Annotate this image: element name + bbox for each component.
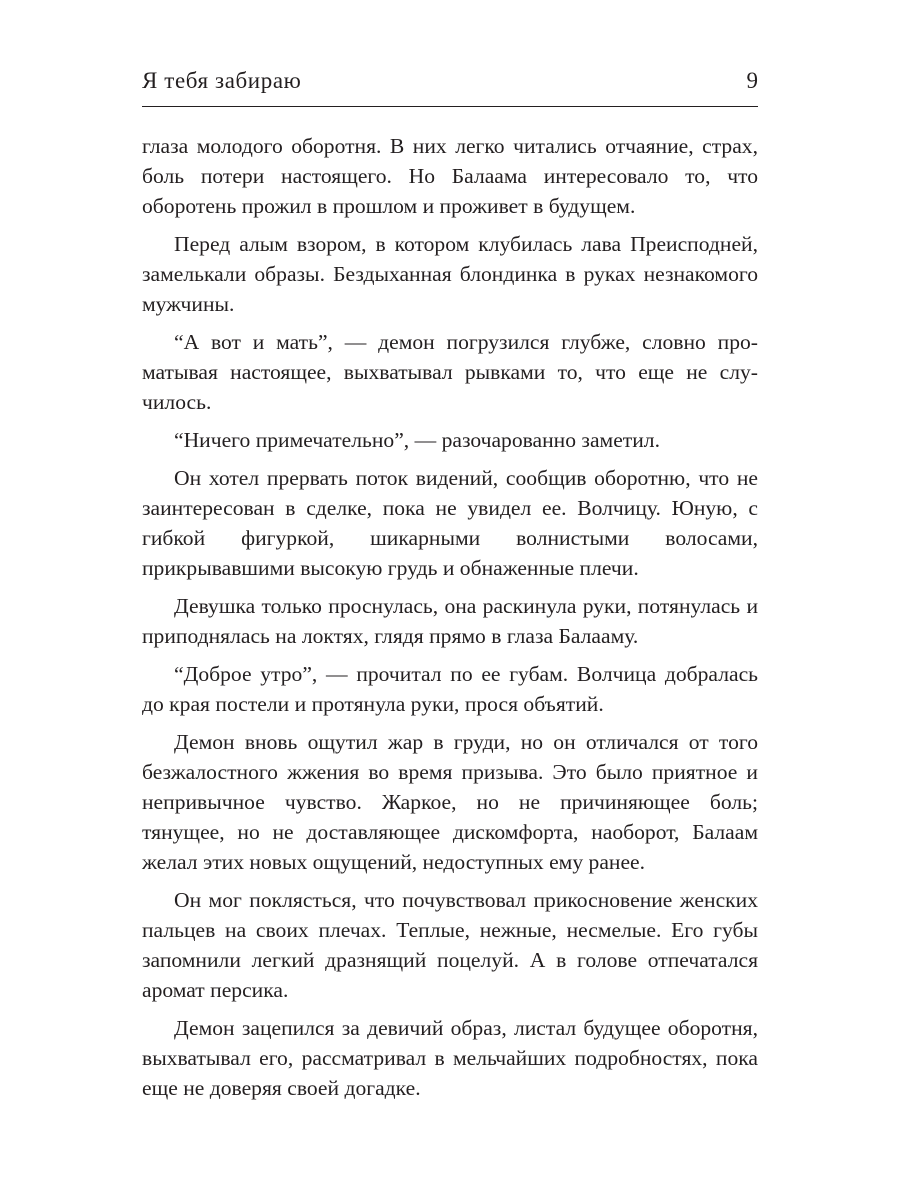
book-page [142, 60, 758, 1140]
paragraph: “Ничего примечательно”, — разочарованно заметил. [174, 428, 660, 452]
paragraph: Перед алым взором, в котором клубилась лава Преисподней, замелькали образы. Бездыханная блондинка в руках незнакомого мужчины. [142, 232, 758, 316]
paragraph: Он мог поклясться, что почувствовал прикосновение женских пальцев на своих плечах. Теплые, нежные, несмелые. Его губы запомнили легкий дразнящий поцелуй. А в голове отпечатался аромат персика. [142, 888, 758, 1002]
paragraph: Демон вновь ощутил жар в груди, но он отличался от того безжалостного жжения во время призыва. Это было приятное и непривычное чувство. Жаркое, но не причиняющее боль; тянущее, но не доставляющее дискомфорта, наоборот, Балаам желал этих новых ощущений, недоступных ему ранее. [142, 730, 758, 874]
paragraph: глаза молодого оборотня. В них легко читались отчаяние, страх, боль потери настоящего. Но Балаама интересовало то, что оборотень прожил в прошлом и проживет в будущем. [142, 134, 758, 218]
paragraph: “А вот и мать”, — демон погрузился глубже, словно проматывая настоящее, выхватывал рывками то, что еще не случилось. [142, 330, 758, 414]
body-text [142, 131, 758, 1103]
running-head [142, 60, 758, 107]
paragraph: Девушка только проснулась, она раскинула руки, потянулась и приподнялась на локтях, глядя прямо в глаза Балааму. [142, 594, 758, 648]
paragraph: Он хотел прервать поток видений, сообщив оборотню, что не заинтересован в сделке, пока не увидел ее. Волчицу. Юную, с гибкой фигуркой, шикарными волнистыми волосами, прикрывавшими высокую грудь и обнаженные плечи. [142, 466, 758, 580]
running-title: Я тебя забираю [142, 68, 302, 93]
paragraph: Демон зацепился за девичий образ, листал будущее оборотня, выхватывал его, рассматривал в мельчайших подробностях, пока еще не доверяя своей догадке. [142, 1016, 758, 1100]
page-number: 9 [746, 68, 758, 93]
paragraph: “Доброе утро”, — прочитал по ее губам. Волчица добралась до края постели и протянула руки, прося объятий. [142, 662, 758, 716]
